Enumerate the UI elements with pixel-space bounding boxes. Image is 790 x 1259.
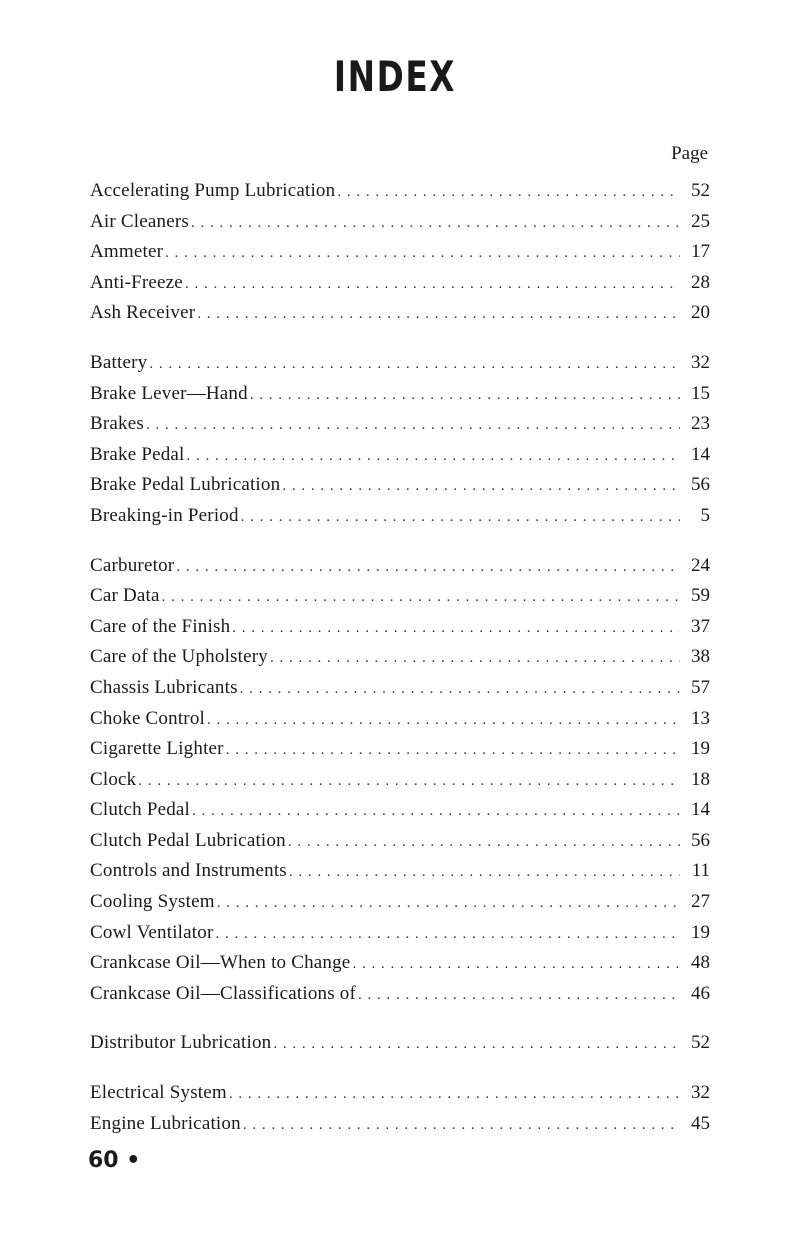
index-entry-label: Cigarette Lighter: [90, 738, 224, 760]
index-entry-page: 37: [691, 615, 710, 637]
index-entry: [90, 887, 710, 918]
index-entry-label: Air Cleaners: [90, 210, 189, 232]
index-entry-label: Crankcase Oil—When to Change: [90, 952, 351, 974]
dot-leader: [191, 208, 680, 239]
index-entry: [90, 918, 710, 949]
index-entry: [90, 1109, 710, 1140]
index-entry: [90, 237, 710, 268]
index-entry: [90, 642, 710, 673]
dot-leader: [149, 349, 680, 380]
index-entry-page: 18: [691, 768, 710, 790]
dot-leader: [197, 299, 680, 330]
index-entry-page: 19: [691, 921, 710, 943]
dot-leader: [217, 888, 680, 919]
dot-leader: [229, 1079, 680, 1110]
dot-leader: [282, 471, 680, 502]
index-entry: [90, 581, 710, 612]
dot-leader: [187, 441, 680, 472]
index-entry: [90, 734, 710, 765]
index-entry-label: Engine Lubrication: [90, 1112, 241, 1134]
index-entry-page: 17: [691, 241, 710, 263]
index-entry-label: Distributor Lubrication: [90, 1032, 272, 1054]
index-entry: [90, 948, 710, 979]
index-entry-page: 24: [691, 554, 710, 576]
index-entry-page: 14: [691, 799, 710, 821]
index-entries: [90, 176, 710, 1139]
dot-leader: [146, 410, 680, 441]
index-entry-label: Crankcase Oil—Classifications of: [90, 982, 357, 1004]
dot-leader: [176, 552, 680, 583]
index-entry-label: Clock: [90, 768, 137, 790]
dot-leader: [240, 674, 680, 705]
index-entry: [90, 501, 710, 532]
index-entry-page: 48: [691, 952, 710, 974]
index-entry-label: Electrical System: [90, 1082, 227, 1104]
index-entry-label: Ammeter: [90, 241, 164, 263]
index-entry: [90, 348, 710, 379]
dot-leader: [250, 380, 680, 411]
index-entry: [90, 856, 710, 887]
dot-leader: [232, 613, 680, 644]
index-entry-label: Choke Control: [90, 707, 206, 729]
index-entry-page: 52: [691, 180, 710, 201]
index-entry-page: 46: [691, 982, 710, 1004]
index-entry-page: 45: [691, 1112, 710, 1134]
index-entry-label: Brakes: [90, 413, 144, 435]
index-entry-page: 5: [700, 504, 710, 526]
index-entry-page: 19: [691, 738, 710, 760]
index-entry-label: Car Data: [90, 585, 160, 607]
index-entry-label: Brake Pedal Lubrication: [90, 474, 281, 496]
index-entry-label: Brake Lever—Hand: [90, 382, 248, 404]
dot-leader: [207, 705, 680, 736]
index-group: [90, 1028, 710, 1059]
index-entry-label: Brake Pedal: [90, 443, 185, 465]
dot-leader: [358, 980, 680, 1011]
index-entry-page: 28: [691, 271, 710, 293]
dot-leader: [288, 827, 680, 858]
index-entry-label: Accelerating Pump Lubrication: [90, 180, 336, 201]
dot-leader: [243, 1110, 680, 1141]
index-entry-page: 38: [691, 646, 710, 668]
index-entry: [90, 979, 710, 1010]
index-entry: [90, 826, 710, 857]
index-entry-page: 20: [691, 302, 710, 324]
index-entry-label: Breaking-in Period: [90, 504, 239, 526]
index-entry: [90, 176, 710, 207]
dot-leader: [192, 796, 680, 827]
index-entry-page: 56: [691, 829, 710, 851]
dot-leader: [216, 919, 680, 950]
index-entry: [90, 379, 710, 410]
index-entry: [90, 298, 710, 329]
index-group: [90, 176, 710, 329]
index-entry-page: 56: [691, 474, 710, 496]
dot-leader: [138, 766, 680, 797]
index-entry-page: 52: [691, 1032, 710, 1054]
dot-leader: [185, 269, 680, 300]
index-group: [90, 348, 710, 532]
index-entry: [90, 207, 710, 238]
dot-leader: [226, 735, 680, 766]
index-entry-page: 14: [691, 443, 710, 465]
dot-leader: [337, 177, 680, 208]
page-number-footer: 60 •: [88, 1148, 141, 1173]
index-entry-label: Controls and Instruments: [90, 860, 287, 882]
dot-leader: [270, 643, 680, 674]
index-entry-page: 25: [691, 210, 710, 232]
page-column-header: Page: [671, 143, 708, 164]
index-entry-page: 32: [691, 1082, 710, 1104]
index-entry: [90, 673, 710, 704]
page-title: INDEX: [333, 52, 457, 101]
index-entry-label: Clutch Pedal Lubrication: [90, 829, 286, 851]
index-entry-page: 23: [691, 413, 710, 435]
index-entry-page: 27: [691, 891, 710, 913]
index-entry: [90, 765, 710, 796]
dot-leader: [352, 949, 680, 980]
index-entry-label: Cooling System: [90, 891, 215, 913]
index-entry: [90, 1078, 710, 1109]
index-entry-label: Care of the Finish: [90, 615, 231, 637]
index-entry-label: Cowl Ventilator: [90, 921, 214, 943]
dot-leader: [289, 857, 680, 888]
index-entry: [90, 795, 710, 826]
index-entry-label: Ash Receiver: [90, 302, 196, 324]
dot-leader: [241, 502, 680, 533]
index-entry-label: Clutch Pedal: [90, 799, 191, 821]
index-entry-label: Battery: [90, 351, 148, 373]
index-entry: [90, 1028, 710, 1059]
index-entry-page: 15: [691, 382, 710, 404]
index-entry: [90, 268, 710, 299]
index-entry-page: 13: [691, 707, 710, 729]
index-entry: [90, 551, 710, 582]
index-entry: [90, 612, 710, 643]
index-entry-page: 59: [691, 585, 710, 607]
index-entry: [90, 470, 710, 501]
index-group: [90, 1078, 710, 1139]
dot-leader: [165, 238, 680, 269]
index-entry-label: Carburetor: [90, 554, 175, 576]
dot-leader: [273, 1029, 680, 1060]
index-entry-page: 11: [691, 860, 710, 882]
dot-leader: [162, 582, 680, 613]
index-group: [90, 551, 710, 1010]
index-entry: [90, 704, 710, 735]
index-entry-page: 57: [691, 676, 710, 698]
index-entry: [90, 440, 710, 471]
index-entry-label: Care of the Upholstery: [90, 646, 268, 668]
index-entry-label: Chassis Lubricants: [90, 676, 238, 698]
index-entry: [90, 409, 710, 440]
index-entry-label: Anti-Freeze: [90, 271, 183, 293]
index-entry-page: 32: [691, 351, 710, 373]
